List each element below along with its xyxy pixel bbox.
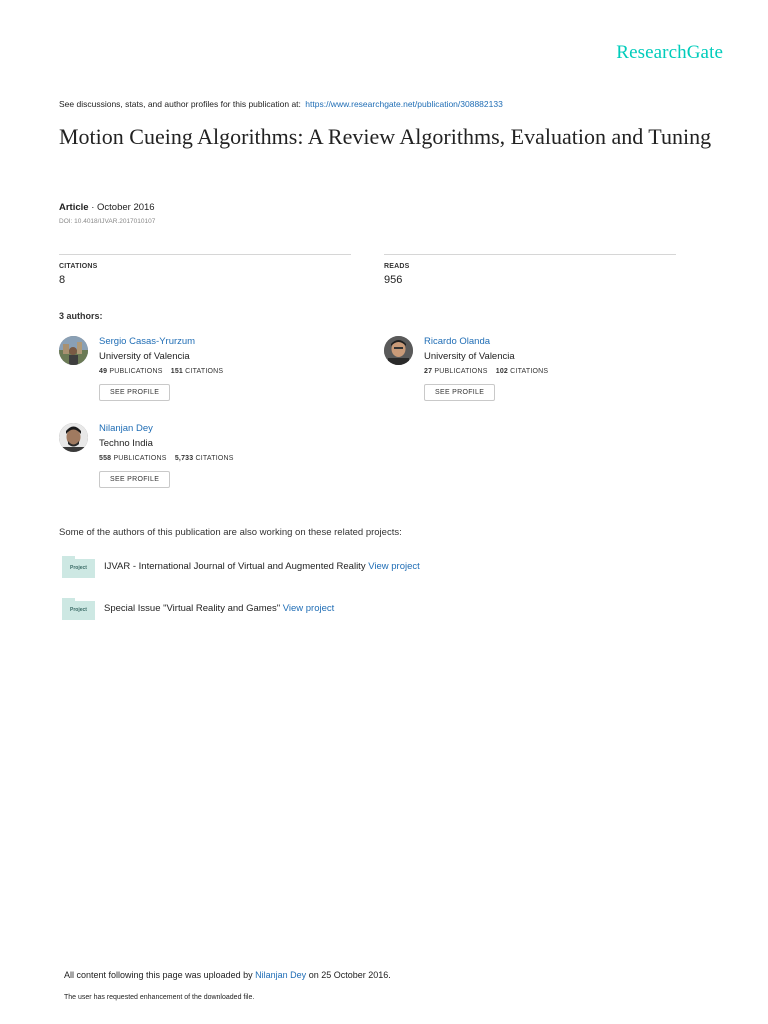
citations-count: 8 — [59, 274, 66, 286]
article-type-line — [59, 202, 155, 213]
author-institution: Techno India — [99, 438, 153, 449]
project-title: IJVAR - International Journal of Virtual and Augmented Reality — [104, 561, 366, 572]
author-institution: University of Valencia — [99, 351, 190, 362]
author-citations-count: 102 — [495, 368, 509, 375]
author-card — [384, 336, 664, 416]
project-text-line — [104, 603, 334, 614]
see-profile-button[interactable]: SEE PROFILE — [424, 384, 495, 401]
see-discussions-line — [59, 99, 503, 109]
reads-count: 956 — [384, 274, 403, 286]
author-avatar[interactable] — [59, 336, 88, 365]
author-card — [59, 336, 339, 416]
project-item — [62, 598, 662, 622]
publication-url-link[interactable]: https://www.researchgate.net/publication/308882133 — [305, 99, 503, 109]
project-icon-label: Project — [62, 601, 95, 620]
uploaded-prefix: All content following this page was uploaded by — [64, 970, 253, 980]
citations-label: CITATIONS — [59, 263, 98, 270]
view-project-link[interactable]: View project — [368, 561, 420, 572]
publications-count: 49 — [99, 368, 108, 375]
author-citations-label: CITATIONS — [195, 455, 234, 462]
see-discussions-text: See discussions, stats, and author profiles for this publication at: — [59, 99, 301, 109]
publications-count: 27 — [424, 368, 433, 375]
researchgate-logo[interactable]: ResearchGate — [616, 42, 723, 63]
related-projects-heading: Some of the authors of this publication are also working on these related projects: — [59, 527, 402, 538]
uploaded-suffix: on 25 October 2016. — [308, 970, 391, 980]
project-text-line — [104, 561, 420, 572]
article-title: Motion Cueing Algorithms: A Review Algorithms, Evaluation and Tuning — [59, 124, 712, 149]
project-icon-label: Project — [62, 559, 95, 578]
author-avatar[interactable] — [59, 423, 88, 452]
publications-label: PUBLICATIONS — [109, 368, 163, 375]
author-name-link[interactable]: Ricardo Olanda — [424, 336, 491, 347]
author-stats — [424, 368, 548, 375]
author-citations-count: 151 — [170, 368, 184, 375]
author-name-link[interactable]: Sergio Casas-Yrurzum — [99, 336, 196, 347]
publications-label: PUBLICATIONS — [434, 368, 488, 375]
reads-label: READS — [384, 263, 410, 270]
author-citations-count: 5,733 — [174, 455, 194, 462]
author-stats — [99, 368, 223, 375]
project-folder-icon — [62, 598, 95, 620]
uploaded-by-line — [64, 970, 391, 980]
author-avatar[interactable] — [384, 336, 413, 365]
project-item — [62, 556, 662, 580]
publications-label: PUBLICATIONS — [113, 455, 167, 462]
author-name-link[interactable]: Nilanjan Dey — [99, 423, 153, 434]
article-type: Article — [59, 202, 89, 213]
see-profile-button[interactable]: SEE PROFILE — [99, 384, 170, 401]
authors-heading: 3 authors: — [59, 311, 103, 321]
project-folder-icon — [62, 556, 95, 578]
reads-stat — [384, 254, 676, 286]
article-doi: DOI: 10.4018/IJVAR.2017010107 — [59, 218, 156, 225]
citations-stat — [59, 254, 351, 286]
project-title: Special Issue "Virtual Reality and Games" — [104, 603, 281, 614]
author-stats — [99, 455, 234, 462]
see-profile-button[interactable]: SEE PROFILE — [99, 471, 170, 488]
author-citations-label: CITATIONS — [185, 368, 224, 375]
uploader-link[interactable]: Nilanjan Dey — [255, 970, 307, 980]
enhancement-request-note: The user has requested enhancement of the downloaded file. — [64, 994, 255, 1001]
view-project-link[interactable]: View project — [282, 603, 335, 614]
author-citations-label: CITATIONS — [510, 368, 549, 375]
author-institution: University of Valencia — [424, 351, 515, 362]
article-date: · October 2016 — [91, 202, 155, 213]
author-card — [59, 423, 339, 503]
publications-count: 558 — [99, 455, 112, 462]
